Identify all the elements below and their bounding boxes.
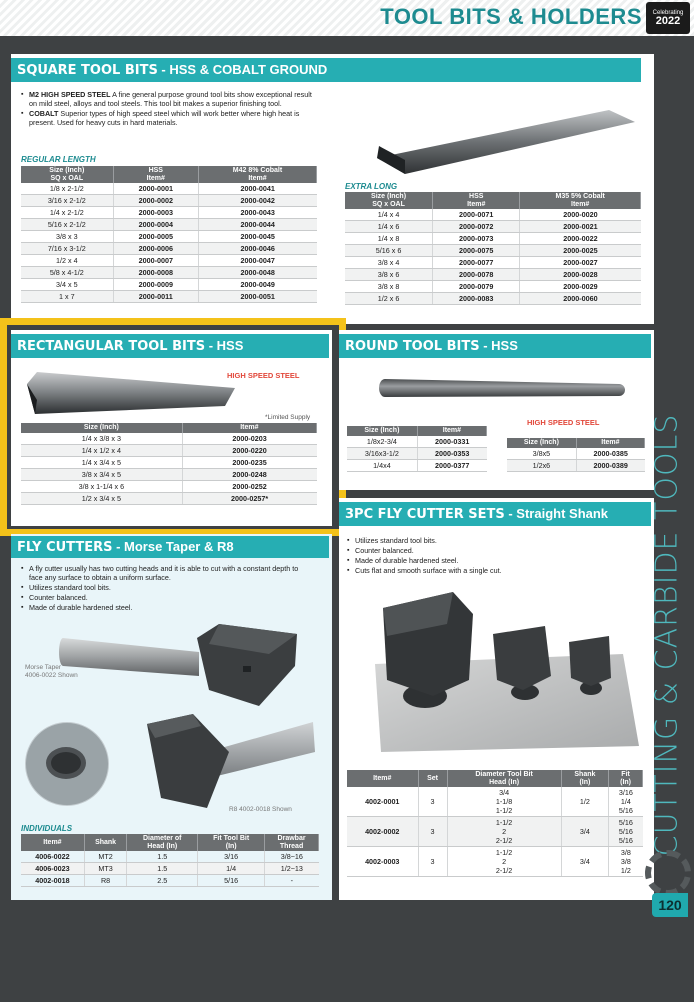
table-row: [347, 787, 643, 817]
fly-bullet: ▪ Counter balanced.: [21, 593, 311, 602]
morse-taper-fly-cutter-image: [59, 614, 309, 706]
table-cell: 3/8 x 3/4 x 5: [21, 468, 182, 480]
table-row: [345, 221, 641, 233]
table-cell: 3/4: [561, 817, 609, 847]
bullet-cobalt: ▪ COBALT Superior types of high speed steel which will work better where high heat is present. Used for heavy cuts in hard materials.: [21, 109, 321, 127]
col-item: Item#: [21, 834, 84, 851]
sets-bullet: ▪ Cuts flat and smooth surface with a single cut.: [347, 566, 637, 575]
table-cell: 1/2 x 6: [345, 293, 433, 305]
table-cell: 5/16 x 2-1/2: [21, 219, 113, 231]
table-cell: 2000-0353: [417, 447, 486, 459]
col-diameter: Diameter Tool Bit Head (In): [447, 770, 561, 787]
table-cell: 2000-0073: [433, 233, 520, 245]
thread-detail: [46, 747, 86, 779]
table-row: [21, 195, 317, 207]
table-cell: 5/8 x 4-1/2: [21, 267, 113, 279]
table-cell: MT2: [84, 851, 126, 863]
col-size: Size (Inch) SQ x OAL: [345, 192, 433, 209]
col-hss: HSS Item#: [433, 192, 520, 209]
col-item: Item#: [182, 423, 316, 433]
table-cell: 1/4 x 4: [345, 209, 433, 221]
table-cell: 2000-0003: [113, 207, 198, 219]
r8-fly-cutter-image: [137, 712, 317, 810]
table-cell: 1/8 x 2-1/2: [21, 183, 113, 195]
table-row: [21, 207, 317, 219]
table-cell: 1/4 x 8: [345, 233, 433, 245]
table-cell: 2000-0029: [520, 281, 641, 293]
table-cell: 3: [418, 787, 447, 817]
square-tool-bits-panel: [11, 54, 654, 324]
table-cell: 1/2 x 4: [21, 255, 113, 267]
table-cell: R8: [84, 875, 126, 887]
table-row: [345, 257, 641, 269]
table-row: [345, 209, 641, 221]
table-cell: 4002-0002: [347, 817, 418, 847]
col-size: Size (Inch) SQ x OAL: [21, 166, 113, 183]
table-cell: 2000-0075: [433, 245, 520, 257]
table-row: [21, 863, 319, 875]
square-tool-bit-image: [373, 106, 643, 180]
table-cell: 3/8 x 1-1/4 x 6: [21, 480, 182, 492]
col-shank: Shank: [84, 834, 126, 851]
table-row: [21, 267, 317, 279]
extra-long-table: [345, 192, 641, 305]
table-cell: 3/8 x 4: [345, 257, 433, 269]
square-description: [21, 90, 321, 128]
fly-cutter-detail-inset: [25, 722, 109, 806]
table-cell: 1-1/2 2 2-1/2: [447, 817, 561, 847]
table-cell: 5/16 x 6: [345, 245, 433, 257]
table-row: [21, 243, 317, 255]
table-cell: 2000-0028: [520, 269, 641, 281]
table-cell: 3/16 1/4 5/16: [609, 787, 643, 817]
table-cell: 2000-0051: [198, 291, 316, 303]
table-cell: 1 x 7: [21, 291, 113, 303]
table-cell: 2000-0385: [576, 448, 644, 460]
col-set: Set: [418, 770, 447, 787]
table-cell: 2000-0079: [433, 281, 520, 293]
bullet-m2: ▪ M2 HIGH SPEED STEEL A fine general purpose ground tool bits show exceptional result on mild steel, alloys and tool steels. This tool bit makes a superior finishing tool.: [21, 90, 321, 108]
table-cell: 2000-0203: [182, 433, 316, 445]
regular-length-table: [21, 166, 317, 303]
table-cell: 5/16 5/16 5/16: [609, 817, 643, 847]
table-cell: 2000-0060: [520, 293, 641, 305]
table-cell: 2000-0047: [198, 255, 316, 267]
table-cell: 1/2 x 3/4 x 5: [21, 492, 182, 504]
table-cell: 2000-0220: [182, 444, 316, 456]
regular-length-caption: REGULAR LENGTH: [21, 155, 96, 164]
sets-description: [347, 536, 637, 576]
round-section-title: ROUND TOOL BITS - HSS: [339, 334, 651, 358]
badge-line-2: 2022: [655, 15, 681, 27]
col-item: Item#: [576, 438, 644, 448]
table-cell: 3/16: [198, 851, 265, 863]
table-cell: 2000-0025: [520, 245, 641, 257]
table-cell: 2000-0077: [433, 257, 520, 269]
fly-bullet: ▪ Utilizes standard tool bits.: [21, 583, 311, 592]
limited-supply-note: *Limited Supply: [265, 414, 311, 421]
table-cell: 4006-0022: [21, 851, 84, 863]
table-cell: 3: [418, 847, 447, 877]
table-cell: 2000-0071: [433, 209, 520, 221]
r8-caption: R8 4002-0018 Shown: [229, 806, 292, 813]
table-cell: 7/16 x 3-1/2: [21, 243, 113, 255]
table-cell: 2000-0049: [198, 279, 316, 291]
fly-cutters-section-title: FLY CUTTERS - Morse Taper & R8: [11, 536, 329, 558]
table-cell: 2000-0389: [576, 459, 644, 471]
table-cell: 1/4 x 3/8 x 3: [21, 433, 182, 445]
fly-bullet: ▪ A fly cutter usually has two cutting heads and it is able to cut with a constant depth to face any surface to obtain a uniform surface.: [21, 564, 311, 582]
table-cell: 2000-0042: [198, 195, 316, 207]
table-cell: 3/8x5: [507, 448, 576, 460]
table-cell: 4002-0018: [21, 875, 84, 887]
rectangular-hss-label: HIGH SPEED STEEL: [227, 371, 300, 380]
table-cell: 2000-0008: [113, 267, 198, 279]
table-cell: 2000-0331: [417, 436, 486, 448]
table-cell: 1-1/2 2 2-1/2: [447, 847, 561, 877]
table-row: [345, 233, 641, 245]
page-title: TOOL BITS & HOLDERS: [380, 4, 642, 29]
col-drawbar: Drawbar Thread: [265, 834, 319, 851]
gear-icon: [645, 850, 691, 896]
table-cell: 2000-0043: [198, 207, 316, 219]
table-row: [347, 436, 487, 448]
table-cell: 3: [418, 817, 447, 847]
extra-long-caption: EXTRA LONG: [345, 182, 398, 191]
table-row: [347, 817, 643, 847]
morse-taper-caption: Morse Taper 4006-0022 Shown: [25, 664, 78, 679]
highlight-frame: [0, 318, 346, 536]
table-cell: 2000-0041: [198, 183, 316, 195]
fly-cutter-set-image: [373, 584, 641, 754]
table-cell: 2000-0006: [113, 243, 198, 255]
fly-cutter-sets-table: [347, 770, 643, 877]
round-hss-label: HIGH SPEED STEEL: [527, 418, 600, 427]
table-row: [347, 847, 643, 877]
table-cell: 1/4 x 2-1/2: [21, 207, 113, 219]
table-row: [21, 255, 317, 267]
table-cell: 1.5: [127, 863, 198, 875]
table-row: [21, 851, 319, 863]
table-cell: 2000-0377: [417, 459, 486, 471]
table-cell: 3/4: [561, 847, 609, 877]
fly-cutter-sets-panel: [339, 498, 654, 900]
table-row: [345, 281, 641, 293]
table-row: [345, 245, 641, 257]
table-cell: 2000-0078: [433, 269, 520, 281]
sets-bullet: ▪ Made of durable hardened steel.: [347, 556, 637, 565]
table-cell: 3/4 1-1/8 1-1/2: [447, 787, 561, 817]
table-cell: 2000-0257*: [182, 492, 316, 504]
individuals-caption: INDIVIDUALS: [21, 824, 73, 833]
col-size: Size (Inch): [347, 426, 417, 436]
table-cell: 3/8~16: [265, 851, 319, 863]
table-cell: 2000-0048: [198, 267, 316, 279]
table-cell: 2000-0046: [198, 243, 316, 255]
table-cell: 1/2x6: [507, 459, 576, 471]
col-shank: Shank (In): [561, 770, 609, 787]
table-cell: 2000-0072: [433, 221, 520, 233]
fly-bullet: ▪ Made of durable hardened steel.: [21, 603, 311, 612]
table-cell: 2000-0044: [198, 219, 316, 231]
col-cobalt: M35 5% Cobalt Item#: [520, 192, 641, 209]
round-table-right: [507, 438, 645, 472]
table-cell: 2000-0007: [113, 255, 198, 267]
table-row: [347, 459, 487, 471]
table-row: [345, 293, 641, 305]
square-section-title: SQUARE TOOL BITS - HSS & COBALT GROUND: [11, 58, 641, 82]
table-cell: 1/4 x 6: [345, 221, 433, 233]
fly-cutters-panel: [11, 534, 332, 900]
table-row: [347, 447, 487, 459]
table-cell: 2000-0045: [198, 231, 316, 243]
col-hss: HSS Item#: [113, 166, 198, 183]
table-cell: 3/8 x 3: [21, 231, 113, 243]
table-cell: MT3: [84, 863, 126, 875]
fly-cutter-table: [21, 834, 319, 887]
table-cell: 2000-0022: [520, 233, 641, 245]
table-row: [345, 269, 641, 281]
table-cell: 1/2: [561, 787, 609, 817]
badge-line-1: Celebrating: [652, 10, 684, 16]
col-fit: Fit Tool Bit (In): [198, 834, 265, 851]
table-cell: 3/8 3/8 1/2: [609, 847, 643, 877]
table-cell: 2000-0020: [520, 209, 641, 221]
table-cell: 2000-0002: [113, 195, 198, 207]
table-cell: 3/4 x 5: [21, 279, 113, 291]
table-cell: 1.5: [127, 851, 198, 863]
table-cell: 2000-0004: [113, 219, 198, 231]
table-cell: 2000-0011: [113, 291, 198, 303]
col-item: Item#: [417, 426, 486, 436]
table-row: [21, 183, 317, 195]
table-row: [21, 279, 317, 291]
table-cell: 3/8 x 8: [345, 281, 433, 293]
table-cell: 1/4 x 3/4 x 5: [21, 456, 182, 468]
table-cell: 1/4: [198, 863, 265, 875]
fly-cutters-description: [21, 564, 311, 613]
table-cell: 4002-0003: [347, 847, 418, 877]
table-cell: 2000-0083: [433, 293, 520, 305]
table-cell: 2000-0021: [520, 221, 641, 233]
col-size: Size (Inch): [507, 438, 576, 448]
table-cell: 5/16: [198, 875, 265, 887]
col-size: Size (Inch): [21, 423, 182, 433]
anniversary-badge: [646, 2, 690, 34]
table-cell: 2000-0005: [113, 231, 198, 243]
rectangular-section-title: RECTANGULAR TOOL BITS - HSS: [11, 334, 329, 358]
table-cell: 1/4 x 1/2 x 4: [21, 444, 182, 456]
table-cell: 3/16x3-1/2: [347, 447, 417, 459]
sets-bullet: ▪ Counter balanced.: [347, 546, 637, 555]
table-cell: 1/2~13: [265, 863, 319, 875]
table-cell: 2000-0009: [113, 279, 198, 291]
table-cell: 2000-0252: [182, 480, 316, 492]
col-diameter: Diameter of Head (In): [127, 834, 198, 851]
table-row: [507, 448, 645, 460]
side-category-title: CUTTING & CARBIDE TOOLS: [649, 413, 685, 857]
table-cell: 3/16 x 2-1/2: [21, 195, 113, 207]
table-cell: 4002-0001: [347, 787, 418, 817]
table-cell: 2000-0248: [182, 468, 316, 480]
table-cell: 1/4x4: [347, 459, 417, 471]
table-cell: 1/8x2-3/4: [347, 436, 417, 448]
col-fit: Fit (In): [609, 770, 643, 787]
table-cell: 2.5: [127, 875, 198, 887]
table-cell: 4006-0023: [21, 863, 84, 875]
table-row: [507, 459, 645, 471]
table-row: [21, 291, 317, 303]
table-cell: -: [265, 875, 319, 887]
table-cell: 3/8 x 6: [345, 269, 433, 281]
sets-section-title: 3PC FLY CUTTER SETS - Straight Shank: [339, 502, 651, 526]
table-cell: 2000-0001: [113, 183, 198, 195]
page-header: [0, 0, 694, 36]
table-cell: 2000-0027: [520, 257, 641, 269]
col-item: Item#: [347, 770, 418, 787]
round-tool-bit-image: [379, 376, 625, 400]
sets-bullet: ▪ Utilizes standard tool bits.: [347, 536, 637, 545]
round-tool-bits-panel: [339, 330, 654, 490]
col-cobalt: M42 8% Cobalt Item#: [198, 166, 316, 183]
table-row: [21, 219, 317, 231]
round-table-left: [347, 426, 487, 472]
table-row: [21, 875, 319, 887]
page-number: 120: [652, 893, 688, 917]
table-cell: 2000-0235: [182, 456, 316, 468]
table-row: [21, 231, 317, 243]
